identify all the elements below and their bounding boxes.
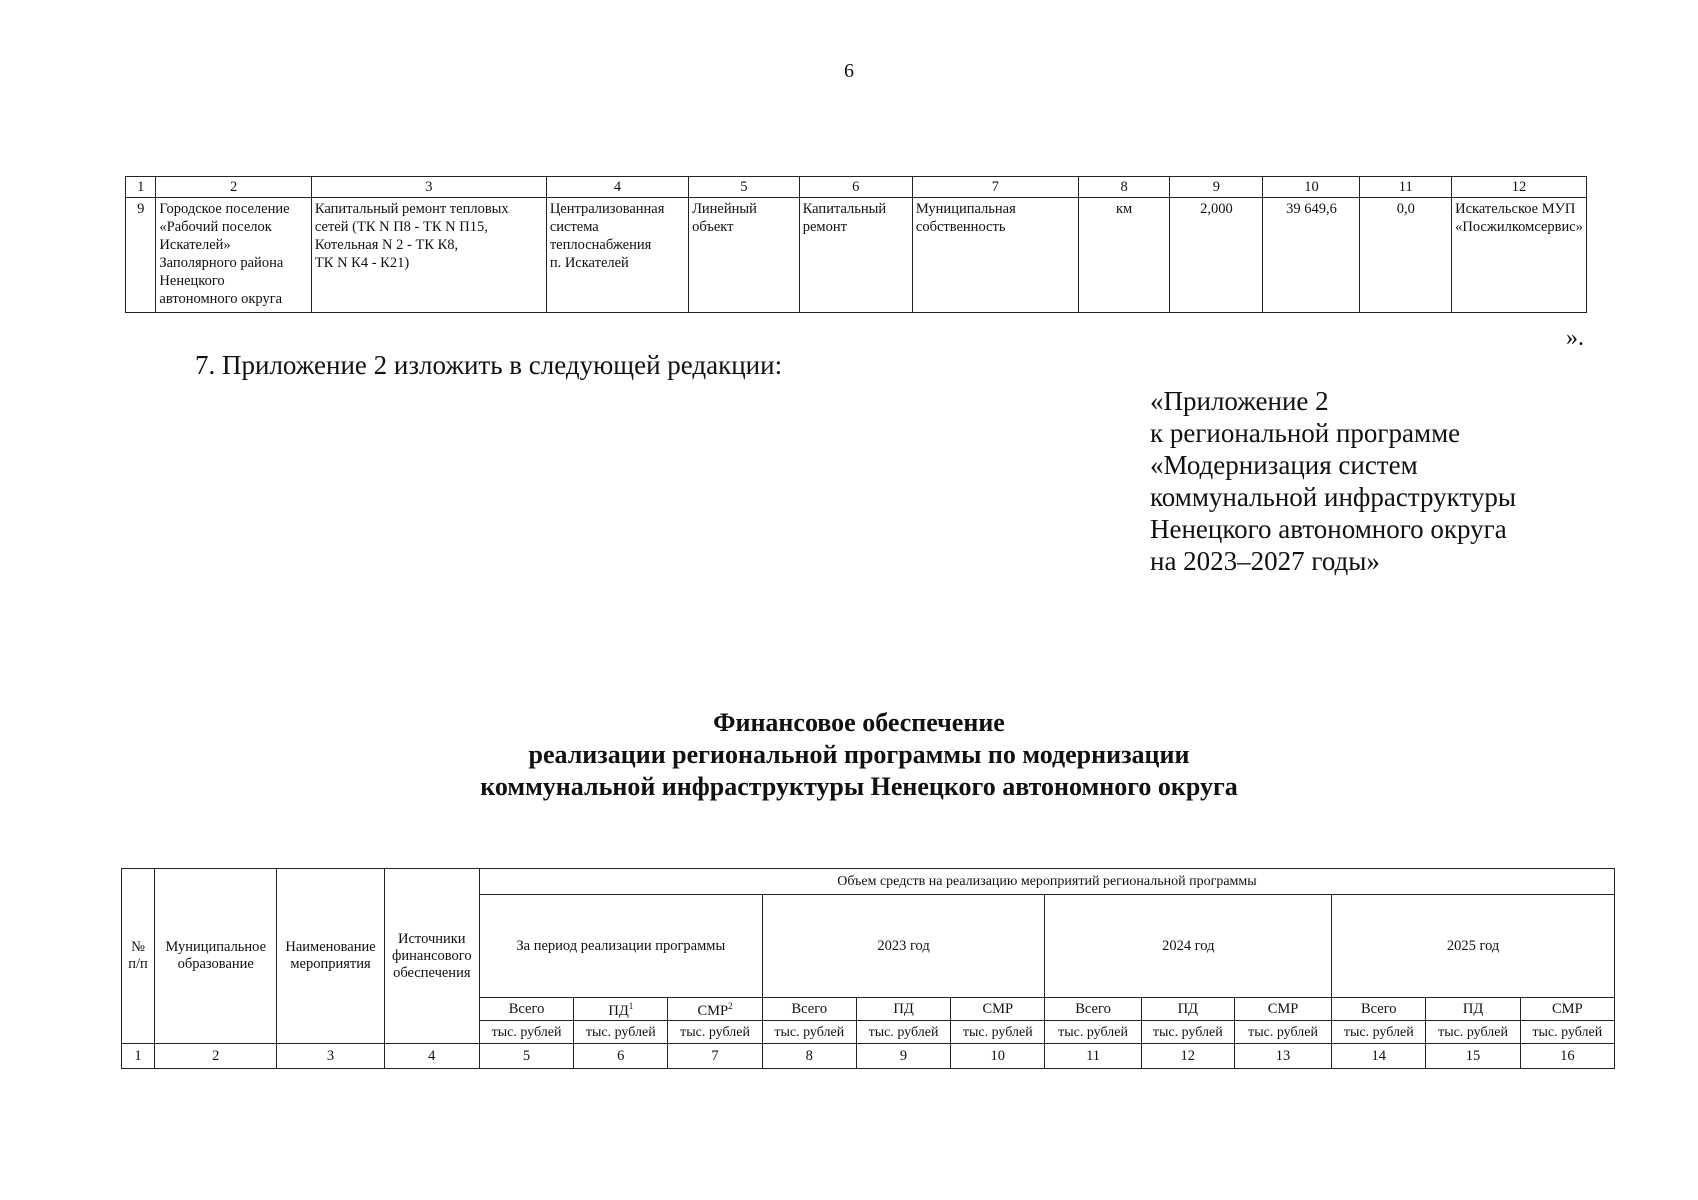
cell-line: ТК N К4 - К21) [314, 255, 410, 271]
event-cell [311, 198, 546, 313]
unit-cell: тыс. рублей [1520, 1021, 1614, 1044]
header-cell: 6 [799, 177, 912, 198]
table-row [126, 198, 1587, 313]
header-line: обеспечения [393, 964, 471, 981]
cell-line: Капитальный ремонт тепловых [314, 201, 509, 217]
header-cell: 1 [126, 177, 156, 198]
header-line: мероприятия [290, 956, 371, 972]
subheader-pd: ПД [856, 998, 950, 1021]
column-number: 11 [1045, 1044, 1141, 1069]
financing-title [0, 707, 1698, 803]
cell-line: ремонт [802, 219, 847, 235]
item-7-text: 7. Приложение 2 изложить в следующей редакции: [195, 350, 783, 380]
subheader-smr: СМР [1520, 998, 1614, 1021]
value-cell: 0,0 [1360, 198, 1452, 313]
length-cell: 2,000 [1170, 198, 1263, 313]
header-line: финансового [391, 947, 472, 964]
unit-cell: тыс. рублей [1045, 1021, 1141, 1044]
table-header-row [122, 869, 1615, 895]
header-line: образование [177, 956, 254, 972]
unit-cell: тыс. рублей [1234, 1021, 1331, 1044]
table-header-row [126, 177, 1587, 198]
appendix-heading [1150, 385, 1516, 577]
unit-cell: тыс. рублей [762, 1021, 856, 1044]
title-line: Финансовое обеспечение [713, 708, 1005, 737]
title-line: реализации региональной программы по модернизации [528, 740, 1190, 769]
cell-line: объект [692, 219, 734, 235]
cost-cell: 39 649,6 [1263, 198, 1360, 313]
col-header-sources [384, 869, 479, 1044]
subheader-text: СМР [697, 1002, 729, 1019]
column-number-row [122, 1044, 1615, 1069]
header-cell: 2 [156, 177, 312, 198]
appendix-line: «Модернизация систем [1150, 450, 1418, 480]
page-number: 6 [844, 60, 854, 82]
cell-line: собственность [915, 219, 1006, 235]
column-number: 12 [1141, 1044, 1234, 1069]
column-number: 4 [384, 1044, 479, 1069]
appendix-line: Ненецкого автономного округа [1150, 514, 1507, 544]
row-number: 9 [126, 198, 156, 313]
cell-line: Ненецкого [159, 273, 225, 289]
cell-line: Капитальный [802, 201, 887, 217]
header-line: Наименование [285, 939, 376, 955]
column-number: 9 [856, 1044, 950, 1069]
col-header-event [277, 869, 384, 1044]
header-cell: 8 [1078, 177, 1170, 198]
system-cell [546, 198, 688, 313]
cell-line: Искателей» [159, 237, 231, 253]
column-number: 6 [574, 1044, 668, 1069]
unit-cell: тыс. рублей [574, 1021, 668, 1044]
title-line: коммунальной инфраструктуры Ненецкого автономного округа [480, 772, 1238, 801]
object-type-cell [689, 198, 800, 313]
period-header-2023: 2023 год [762, 895, 1045, 998]
subheader-total: Всего [1332, 998, 1426, 1021]
column-number: 8 [762, 1044, 856, 1069]
unit-cell: тыс. рублей [1426, 1021, 1520, 1044]
unit-cell: тыс. рублей [1332, 1021, 1426, 1044]
subheader-pd [574, 998, 668, 1021]
main-header: Объем средств на реализацию мероприятий региональной программы [479, 869, 1614, 895]
municipality-cell [156, 198, 312, 313]
header-cell: 3 [311, 177, 546, 198]
column-number: 2 [155, 1044, 277, 1069]
header-cell: 9 [1170, 177, 1263, 198]
period-header-2025: 2025 год [1332, 895, 1615, 998]
column-number: 14 [1332, 1044, 1426, 1069]
column-number: 7 [668, 1044, 762, 1069]
ownership-cell [912, 198, 1078, 313]
header-line: № [131, 939, 145, 955]
subheader-total: Всего [479, 998, 573, 1021]
closing-quote: ». [1566, 325, 1584, 351]
cell-line: Централизованная [549, 201, 665, 217]
cell-line: теплоснабжения [549, 237, 652, 253]
subheader-smr: СМР [951, 998, 1045, 1021]
appendix-line: коммунальной инфраструктуры [1150, 482, 1516, 512]
subheader-smr [668, 998, 762, 1021]
projects-table [125, 176, 1587, 313]
header-cell: 11 [1360, 177, 1452, 198]
period-header-2024: 2024 год [1045, 895, 1332, 998]
cell-line: Заполярного района [159, 255, 284, 271]
header-cell: 10 [1263, 177, 1360, 198]
cell-line: Котельная N 2 - ТК К8, [314, 237, 459, 253]
subheader-pd: ПД [1426, 998, 1520, 1021]
column-number: 13 [1234, 1044, 1331, 1069]
subheader-smr: СМР [1234, 998, 1331, 1021]
appendix-line: «Приложение 2 [1150, 386, 1329, 416]
cell-line: п. Искателей [549, 255, 629, 271]
unit-cell: тыс. рублей [479, 1021, 573, 1044]
unit-cell: тыс. рублей [668, 1021, 762, 1044]
cell-line: «Посжилкомсервис» [1455, 219, 1583, 235]
financing-table [121, 868, 1615, 1069]
period-header-total: За период реализации программы [479, 895, 762, 998]
header-cell: 5 [689, 177, 800, 198]
cell-line: Искательское МУП [1455, 201, 1576, 217]
work-type-cell [799, 198, 912, 313]
unit-cell: тыс. рублей [1141, 1021, 1234, 1044]
cell-line: Городское поселение [159, 201, 290, 217]
cell-line: система [549, 219, 599, 235]
header-cell: 7 [912, 177, 1078, 198]
column-number: 10 [951, 1044, 1045, 1069]
unit-cell: км [1078, 198, 1170, 313]
column-number: 3 [277, 1044, 384, 1069]
header-cell: 12 [1452, 177, 1587, 198]
header-line: п/п [128, 956, 148, 972]
footnote-mark: 2 [728, 1001, 733, 1012]
header-line: Муниципальное [165, 939, 267, 955]
col-header-municipality [155, 869, 277, 1044]
subheader-text: ПД [608, 1002, 629, 1019]
header-line: Источники [398, 930, 466, 947]
executor-cell [1452, 198, 1587, 313]
appendix-line: к региональной программе [1150, 418, 1461, 448]
col-header-number [122, 869, 155, 1044]
cell-line: Линейный [692, 201, 757, 217]
appendix-line: на 2023–2027 годы» [1150, 546, 1380, 576]
column-number: 5 [479, 1044, 573, 1069]
footnote-mark: 1 [628, 1001, 634, 1012]
column-number: 15 [1426, 1044, 1520, 1069]
subheader-total: Всего [1045, 998, 1141, 1021]
column-number: 16 [1520, 1044, 1614, 1069]
subheader-total: Всего [762, 998, 856, 1021]
cell-line: сетей (ТК N П8 - ТК N П15, [314, 219, 488, 235]
column-number: 1 [122, 1044, 155, 1069]
header-cell: 4 [546, 177, 688, 198]
cell-line: автономного округа [159, 291, 283, 307]
cell-line: «Рабочий поселок [159, 219, 272, 235]
unit-cell: тыс. рублей [856, 1021, 950, 1044]
subheader-pd: ПД [1141, 998, 1234, 1021]
cell-line: Муниципальная [915, 201, 1016, 217]
unit-cell: тыс. рублей [951, 1021, 1045, 1044]
